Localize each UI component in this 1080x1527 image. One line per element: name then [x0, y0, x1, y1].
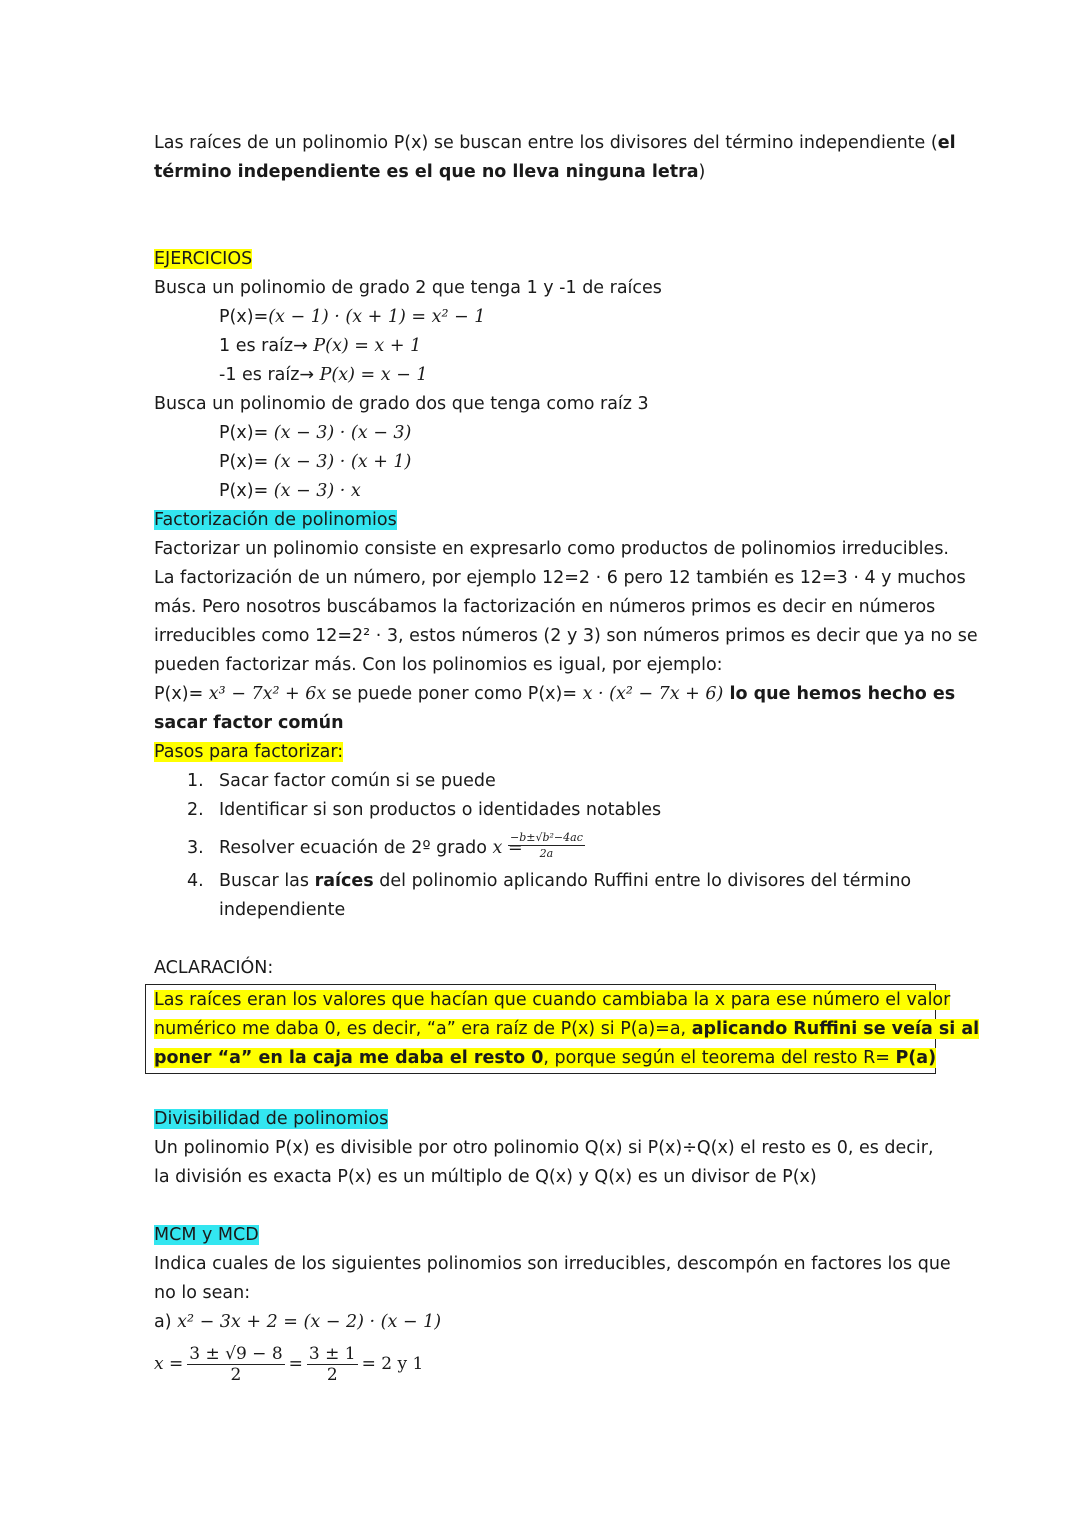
- divisibilidad-heading: Divisibilidad de polinomios: [154, 1109, 389, 1129]
- fraction-1: $\frac{3 \pm √9 - 8}{2}$: [189, 1343, 283, 1385]
- mcm-line-1: Indica cuales de los siguientes polinomios son irreducibles, descompón en factores los que: [154, 1254, 951, 1274]
- aclaracion-line-2: numérico me daba 0, es decir, “a” era raíz de P(x) si P(a)=a, aplicando Ruffini se veía si al: [154, 1019, 980, 1039]
- q2-line-2: P(x)= (x − 3) · (x + 1): [219, 452, 412, 472]
- mcm-line-2: no lo sean:: [154, 1283, 251, 1303]
- factorizacion-p5: pueden factorizar más. Con los polinomios es igual, por ejemplo:: [154, 655, 723, 675]
- paso-text-cont: independiente: [219, 900, 346, 920]
- paso-number: 1.: [187, 771, 204, 791]
- factorizacion-p2: La factorización de un número, por ejemplo 12=2 · 6 pero 12 también es 12=3 · 4 y muchos: [154, 568, 966, 588]
- aclaracion-line-1: Las raíces eran los valores que hacían que cuando cambiaba la x para ese número el valor: [154, 990, 951, 1010]
- factorizacion-p4: irreducibles como 12=2² · 3, estos números (2 y 3) son números primos es decir que ya no se: [154, 626, 978, 646]
- question-2: Busca un polinomio de grado dos que tenga como raíz 3: [154, 394, 649, 414]
- paso-text: Sacar factor común si se puede: [219, 771, 496, 791]
- intro-line-2: término independiente es el que no lleva ninguna letra): [154, 162, 706, 182]
- q1-line-2: 1 es raíz→ P(x) = x + 1: [219, 336, 422, 356]
- paso-number: 2.: [187, 800, 204, 820]
- quadratic-formula: $\frac{\text{−b±√b²−4ac}}{2a}$: [510, 831, 583, 860]
- q1-line-1: P(x)=(x − 1) · (x + 1) = x² − 1: [219, 307, 486, 327]
- factorizacion-p3: más. Pero nosotros buscábamos la factorización en números primos es decir en números: [154, 597, 936, 617]
- ejercicios-heading: EJERCICIOS: [154, 249, 253, 269]
- aclaracion-line-3: poner “a” en la caja me daba el resto 0, porque según el teorema del resto R= P(a): [154, 1048, 937, 1068]
- fraction-2: $\frac{3 \pm 1}{2}$: [308, 1343, 356, 1385]
- solution-formula: x = $\frac{3 \pm √9 - 8}{2}$ = $\frac{3 \pm 1}{2}$ = 2 y 1: [154, 1343, 424, 1385]
- factorizacion-p1: Factorizar un polinomio consiste en expresarlo como productos de polinomios irreducibles.: [154, 539, 949, 559]
- exercise-a: a) x² − 3x + 2 = (x − 2) · (x − 1): [154, 1312, 442, 1332]
- factorizacion-p6: P(x)= x³ − 7x² + 6x se puede poner como P(x)= x · (x² − 7x + 6) lo que hemos hecho es: [154, 684, 956, 704]
- intro-line-1: Las raíces de un polinomio P(x) se buscan entre los divisores del término independiente (el: [154, 133, 956, 153]
- q2-line-3: P(x)= (x − 3) · x: [219, 481, 361, 501]
- aclaracion-heading: ACLARACIÓN:: [154, 958, 274, 978]
- mcm-heading: MCM y MCD: [154, 1225, 259, 1245]
- paso-number: 3.: [187, 838, 204, 858]
- divisibilidad-line-2: la división es exacta P(x) es un múltiplo de Q(x) y Q(x) es un divisor de P(x): [154, 1167, 817, 1187]
- paso-text: Identificar si son productos o identidades notables: [219, 800, 662, 820]
- paso-number: 4.: [187, 871, 204, 891]
- paso-text: Buscar las raíces del polinomio aplicando Ruffini entre lo divisores del término: [219, 871, 912, 891]
- factorizacion-heading: Factorización de polinomios: [154, 510, 397, 530]
- paso-text: Resolver ecuación de 2º grado x =: [219, 838, 523, 858]
- divisibilidad-line-1: Un polinomio P(x) es divisible por otro polinomio Q(x) si P(x)÷Q(x) el resto es 0, es decir,: [154, 1138, 934, 1158]
- pasos-heading: Pasos para factorizar:: [154, 742, 344, 762]
- factorizacion-p7: sacar factor común: [154, 713, 344, 733]
- q2-line-1: P(x)= (x − 3) · (x − 3): [219, 423, 412, 443]
- question-1: Busca un polinomio de grado 2 que tenga 1 y -1 de raíces: [154, 278, 662, 298]
- q1-line-3: -1 es raíz→ P(x) = x − 1: [219, 365, 428, 385]
